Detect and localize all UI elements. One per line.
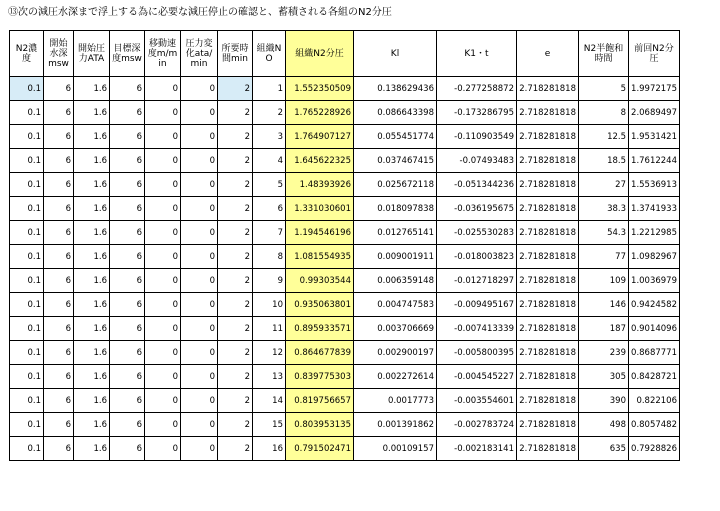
tissue-no-cell[interactable]: 2 xyxy=(253,101,286,125)
header-row xyxy=(10,31,680,77)
target-depth-cell[interactable]: 6 xyxy=(110,341,145,365)
k1t-cell[interactable]: -0.07493483 xyxy=(437,149,517,173)
target-depth-cell[interactable]: 6 xyxy=(110,173,145,197)
required-time-cell[interactable]: 2 xyxy=(218,149,253,173)
table-row xyxy=(10,125,680,149)
pressure-change-cell[interactable]: 0 xyxy=(181,293,218,317)
required-time-cell[interactable]: 2 xyxy=(218,173,253,197)
tissue-no-cell[interactable]: 3 xyxy=(253,125,286,149)
half-time-cell[interactable]: 38.3 xyxy=(579,197,629,221)
tissue-no-cell[interactable]: 7 xyxy=(253,221,286,245)
e-cell[interactable]: 2.718281818 xyxy=(517,173,579,197)
tissue-n2-pressure-cell[interactable]: 1.765228926 xyxy=(286,101,354,125)
table-row xyxy=(10,173,680,197)
prev-n2-pressure-cell[interactable]: 0.8057482 xyxy=(629,413,680,437)
k1t-cell[interactable]: -0.277258872 xyxy=(437,77,517,101)
tissue-n2-pressure-cell[interactable]: 0.791502471 xyxy=(286,437,354,461)
tissue-no-cell[interactable]: 4 xyxy=(253,149,286,173)
move-speed-cell[interactable]: 0 xyxy=(145,77,181,101)
sheet-title: ⑬次の減圧水深まで浮上する為に必要な減圧停止の確認と、蓄積される各組のN2分圧 xyxy=(8,7,392,18)
target-depth-cell[interactable]: 6 xyxy=(110,437,145,461)
half-time-cell[interactable]: 27 xyxy=(579,173,629,197)
start-pressure-cell[interactable]: 1.6 xyxy=(74,173,110,197)
col-header-target-depth[interactable]: 目標深度msw xyxy=(110,31,145,77)
half-time-cell[interactable]: 54.3 xyxy=(579,221,629,245)
start-depth-cell[interactable]: 6 xyxy=(44,149,74,173)
col-header-tissue-no[interactable]: 組織NO xyxy=(253,31,286,77)
start-depth-cell[interactable]: 6 xyxy=(44,245,74,269)
k1t-cell[interactable]: -0.012718297 xyxy=(437,269,517,293)
n2-concentration-cell[interactable]: 0.1 xyxy=(10,173,44,197)
e-cell[interactable]: 2.718281818 xyxy=(517,149,579,173)
prev-n2-pressure-cell[interactable]: 0.9424582 xyxy=(629,293,680,317)
half-time-cell[interactable]: 8 xyxy=(579,101,629,125)
n2-concentration-cell[interactable]: 0.1 xyxy=(10,125,44,149)
prev-n2-pressure-cell[interactable]: 1.3741933 xyxy=(629,197,680,221)
start-pressure-cell[interactable]: 1.6 xyxy=(74,437,110,461)
k1t-cell[interactable]: -0.051344236 xyxy=(437,173,517,197)
tissue-no-cell[interactable]: 14 xyxy=(253,389,286,413)
move-speed-cell[interactable]: 0 xyxy=(145,173,181,197)
table-row xyxy=(10,413,680,437)
start-pressure-cell[interactable]: 1.6 xyxy=(74,365,110,389)
half-time-cell[interactable]: 109 xyxy=(579,269,629,293)
tissue-no-cell[interactable]: 16 xyxy=(253,437,286,461)
k1t-cell[interactable]: -0.009495167 xyxy=(437,293,517,317)
half-time-cell[interactable]: 635 xyxy=(579,437,629,461)
kl-cell[interactable]: 0.002900197 xyxy=(354,341,437,365)
half-time-cell[interactable]: 12.5 xyxy=(579,125,629,149)
kl-cell[interactable]: 0.003706669 xyxy=(354,317,437,341)
tissue-no-cell[interactable]: 1 xyxy=(253,77,286,101)
half-time-cell[interactable]: 146 xyxy=(579,293,629,317)
move-speed-cell[interactable]: 0 xyxy=(145,413,181,437)
col-header-prev-n2-pressure[interactable]: 前回N2分圧 xyxy=(629,31,680,77)
required-time-cell[interactable]: 2 xyxy=(218,269,253,293)
pressure-change-cell[interactable]: 0 xyxy=(181,221,218,245)
n2-concentration-cell[interactable]: 0.1 xyxy=(10,221,44,245)
start-depth-cell[interactable]: 6 xyxy=(44,293,74,317)
move-speed-cell[interactable]: 0 xyxy=(145,293,181,317)
e-cell[interactable]: 2.718281818 xyxy=(517,245,579,269)
required-time-cell[interactable]: 2 xyxy=(218,293,253,317)
start-pressure-cell[interactable]: 1.6 xyxy=(74,317,110,341)
decompression-table xyxy=(9,30,680,461)
prev-n2-pressure-cell[interactable]: 0.9014096 xyxy=(629,317,680,341)
start-pressure-cell[interactable]: 1.6 xyxy=(74,125,110,149)
start-depth-cell[interactable]: 6 xyxy=(44,413,74,437)
target-depth-cell[interactable]: 6 xyxy=(110,389,145,413)
start-depth-cell[interactable]: 6 xyxy=(44,221,74,245)
tissue-n2-pressure-cell[interactable]: 0.839775303 xyxy=(286,365,354,389)
start-depth-cell[interactable]: 6 xyxy=(44,365,74,389)
k1t-cell[interactable]: -0.005800395 xyxy=(437,341,517,365)
prev-n2-pressure-cell[interactable]: 0.8687771 xyxy=(629,341,680,365)
half-time-cell[interactable]: 18.5 xyxy=(579,149,629,173)
half-time-cell[interactable]: 187 xyxy=(579,317,629,341)
n2-concentration-cell[interactable]: 0.1 xyxy=(10,149,44,173)
prev-n2-pressure-cell[interactable]: 0.822106 xyxy=(629,389,680,413)
target-depth-cell[interactable]: 6 xyxy=(110,365,145,389)
n2-concentration-cell[interactable]: 0.1 xyxy=(10,245,44,269)
e-cell[interactable]: 2.718281818 xyxy=(517,77,579,101)
start-pressure-cell[interactable]: 1.6 xyxy=(74,149,110,173)
kl-cell[interactable]: 0.006359148 xyxy=(354,269,437,293)
table-row xyxy=(10,269,680,293)
n2-concentration-cell[interactable]: 0.1 xyxy=(10,269,44,293)
tissue-n2-pressure-cell[interactable]: 0.803953135 xyxy=(286,413,354,437)
start-depth-cell[interactable]: 6 xyxy=(44,317,74,341)
start-depth-cell[interactable]: 6 xyxy=(44,77,74,101)
n2-concentration-cell[interactable]: 0.1 xyxy=(10,101,44,125)
pressure-change-cell[interactable]: 0 xyxy=(181,197,218,221)
tissue-n2-pressure-cell[interactable]: 1.331030601 xyxy=(286,197,354,221)
half-time-cell[interactable]: 498 xyxy=(579,413,629,437)
table-row xyxy=(10,365,680,389)
e-cell[interactable]: 2.718281818 xyxy=(517,101,579,125)
tissue-n2-pressure-cell[interactable]: 1.081554935 xyxy=(286,245,354,269)
prev-n2-pressure-cell[interactable]: 1.9972175 xyxy=(629,77,680,101)
target-depth-cell[interactable]: 6 xyxy=(110,317,145,341)
tissue-n2-pressure-cell[interactable]: 0.99303544 xyxy=(286,269,354,293)
tissue-n2-pressure-cell[interactable]: 1.48393926 xyxy=(286,173,354,197)
pressure-change-cell[interactable]: 0 xyxy=(181,149,218,173)
pressure-change-cell[interactable]: 0 xyxy=(181,341,218,365)
half-time-cell[interactable]: 305 xyxy=(579,365,629,389)
col-header-tissue-n2-pressure[interactable]: 組織N2分圧 xyxy=(286,31,354,77)
n2-concentration-cell[interactable]: 0.1 xyxy=(10,389,44,413)
start-pressure-cell[interactable]: 1.6 xyxy=(74,101,110,125)
start-depth-cell[interactable]: 6 xyxy=(44,101,74,125)
table-row xyxy=(10,341,680,365)
pressure-change-cell[interactable]: 0 xyxy=(181,173,218,197)
kl-cell[interactable]: 0.004747583 xyxy=(354,293,437,317)
table-row xyxy=(10,389,680,413)
pressure-change-cell[interactable]: 0 xyxy=(181,317,218,341)
target-depth-cell[interactable]: 6 xyxy=(110,245,145,269)
tissue-no-cell[interactable]: 5 xyxy=(253,173,286,197)
table-row xyxy=(10,149,680,173)
tissue-n2-pressure-cell[interactable]: 0.895933571 xyxy=(286,317,354,341)
n2-concentration-cell[interactable]: 0.1 xyxy=(10,365,44,389)
k1t-cell[interactable]: -0.110903549 xyxy=(437,125,517,149)
move-speed-cell[interactable]: 0 xyxy=(145,149,181,173)
pressure-change-cell[interactable]: 0 xyxy=(181,365,218,389)
col-header-e[interactable]: e xyxy=(517,31,579,77)
start-depth-cell[interactable]: 6 xyxy=(44,197,74,221)
k1t-cell[interactable]: -0.004545227 xyxy=(437,365,517,389)
pressure-change-cell[interactable]: 0 xyxy=(181,245,218,269)
n2-concentration-cell[interactable]: 0.1 xyxy=(10,413,44,437)
prev-n2-pressure-cell[interactable]: 1.0036979 xyxy=(629,269,680,293)
tissue-no-cell[interactable]: 9 xyxy=(253,269,286,293)
move-speed-cell[interactable]: 0 xyxy=(145,101,181,125)
target-depth-cell[interactable]: 6 xyxy=(110,413,145,437)
pressure-change-cell[interactable]: 0 xyxy=(181,125,218,149)
half-time-cell[interactable]: 77 xyxy=(579,245,629,269)
col-header-required-time[interactable]: 所要時間min xyxy=(218,31,253,77)
move-speed-cell[interactable]: 0 xyxy=(145,341,181,365)
half-time-cell[interactable]: 239 xyxy=(579,341,629,365)
e-cell[interactable]: 2.718281818 xyxy=(517,341,579,365)
start-depth-cell[interactable]: 6 xyxy=(44,341,74,365)
start-depth-cell[interactable]: 6 xyxy=(44,173,74,197)
table-row xyxy=(10,197,680,221)
tissue-no-cell[interactable]: 12 xyxy=(253,341,286,365)
start-pressure-cell[interactable]: 1.6 xyxy=(74,341,110,365)
start-pressure-cell[interactable]: 1.6 xyxy=(74,197,110,221)
table-row xyxy=(10,221,680,245)
table-row xyxy=(10,293,680,317)
e-cell[interactable]: 2.718281818 xyxy=(517,413,579,437)
target-depth-cell[interactable]: 6 xyxy=(110,149,145,173)
move-speed-cell[interactable]: 0 xyxy=(145,269,181,293)
kl-cell[interactable]: 0.012765141 xyxy=(354,221,437,245)
k1t-cell[interactable]: -0.003554601 xyxy=(437,389,517,413)
pressure-change-cell[interactable]: 0 xyxy=(181,413,218,437)
col-header-half-time[interactable]: N2半飽和時間 xyxy=(579,31,629,77)
tissue-n2-pressure-cell[interactable]: 1.645622325 xyxy=(286,149,354,173)
kl-cell[interactable]: 0.086643398 xyxy=(354,101,437,125)
pressure-change-cell[interactable]: 0 xyxy=(181,101,218,125)
required-time-cell[interactable]: 2 xyxy=(218,221,253,245)
move-speed-cell[interactable]: 0 xyxy=(145,317,181,341)
pressure-change-cell[interactable]: 0 xyxy=(181,77,218,101)
e-cell[interactable]: 2.718281818 xyxy=(517,365,579,389)
col-header-start-depth[interactable]: 開始水深msw xyxy=(44,31,74,77)
pressure-change-cell[interactable]: 0 xyxy=(181,437,218,461)
tissue-n2-pressure-cell[interactable]: 0.935063801 xyxy=(286,293,354,317)
prev-n2-pressure-cell[interactable]: 1.2212985 xyxy=(629,221,680,245)
prev-n2-pressure-cell[interactable]: 1.7612244 xyxy=(629,149,680,173)
start-depth-cell[interactable]: 6 xyxy=(44,389,74,413)
move-speed-cell[interactable]: 0 xyxy=(145,389,181,413)
kl-cell[interactable]: 0.055451774 xyxy=(354,125,437,149)
kl-cell[interactable]: 0.009001911 xyxy=(354,245,437,269)
e-cell[interactable]: 2.718281818 xyxy=(517,437,579,461)
required-time-cell[interactable]: 2 xyxy=(218,437,253,461)
k1t-cell[interactable]: -0.018003823 xyxy=(437,245,517,269)
start-pressure-cell[interactable]: 1.6 xyxy=(74,293,110,317)
prev-n2-pressure-cell[interactable]: 0.7928826 xyxy=(629,437,680,461)
kl-cell[interactable]: 0.001391862 xyxy=(354,413,437,437)
prev-n2-pressure-cell[interactable]: 1.5536913 xyxy=(629,173,680,197)
e-cell[interactable]: 2.718281818 xyxy=(517,125,579,149)
k1t-cell[interactable]: -0.002783724 xyxy=(437,413,517,437)
pressure-change-cell[interactable]: 0 xyxy=(181,269,218,293)
move-speed-cell[interactable]: 0 xyxy=(145,245,181,269)
start-pressure-cell[interactable]: 1.6 xyxy=(74,413,110,437)
tissue-n2-pressure-cell[interactable]: 1.552350509 xyxy=(286,77,354,101)
start-pressure-cell[interactable]: 1.6 xyxy=(74,77,110,101)
n2-concentration-cell[interactable]: 0.1 xyxy=(10,317,44,341)
prev-n2-pressure-cell[interactable]: 1.9531421 xyxy=(629,125,680,149)
n2-concentration-cell[interactable]: 0.1 xyxy=(10,341,44,365)
tissue-n2-pressure-cell[interactable]: 1.194546196 xyxy=(286,221,354,245)
e-cell[interactable]: 2.718281818 xyxy=(517,293,579,317)
kl-cell[interactable]: 0.037467415 xyxy=(354,149,437,173)
target-depth-cell[interactable]: 6 xyxy=(110,293,145,317)
kl-cell[interactable]: 0.138629436 xyxy=(354,77,437,101)
table-row xyxy=(10,101,680,125)
required-time-cell[interactable]: 2 xyxy=(218,197,253,221)
prev-n2-pressure-cell[interactable]: 2.0689497 xyxy=(629,101,680,125)
required-time-cell[interactable]: 2 xyxy=(218,125,253,149)
tissue-n2-pressure-cell[interactable]: 0.864677839 xyxy=(286,341,354,365)
required-time-cell[interactable]: 2 xyxy=(218,413,253,437)
table-row xyxy=(10,437,680,461)
required-time-cell[interactable]: 2 xyxy=(218,317,253,341)
k1t-cell[interactable]: -0.173286795 xyxy=(437,101,517,125)
tissue-no-cell[interactable]: 10 xyxy=(253,293,286,317)
start-pressure-cell[interactable]: 1.6 xyxy=(74,389,110,413)
table-row xyxy=(10,317,680,341)
col-header-n2-concentration[interactable]: N2濃度 xyxy=(10,31,44,77)
target-depth-cell[interactable]: 6 xyxy=(110,77,145,101)
k1t-cell[interactable]: -0.036195675 xyxy=(437,197,517,221)
col-header-pressure-change[interactable]: 圧力変化ata/min xyxy=(181,31,218,77)
e-cell[interactable]: 2.718281818 xyxy=(517,221,579,245)
target-depth-cell[interactable]: 6 xyxy=(110,269,145,293)
kl-cell[interactable]: 0.018097838 xyxy=(354,197,437,221)
start-depth-cell[interactable]: 6 xyxy=(44,125,74,149)
n2-concentration-cell[interactable]: 0.1 xyxy=(10,293,44,317)
e-cell[interactable]: 2.718281818 xyxy=(517,389,579,413)
start-depth-cell[interactable]: 6 xyxy=(44,437,74,461)
e-cell[interactable]: 2.718281818 xyxy=(517,317,579,341)
tissue-n2-pressure-cell[interactable]: 0.819756657 xyxy=(286,389,354,413)
table-row xyxy=(10,245,680,269)
target-depth-cell[interactable]: 6 xyxy=(110,125,145,149)
start-pressure-cell[interactable]: 1.6 xyxy=(74,245,110,269)
k1t-cell[interactable]: -0.002183141 xyxy=(437,437,517,461)
start-pressure-cell[interactable]: 1.6 xyxy=(74,269,110,293)
start-pressure-cell[interactable]: 1.6 xyxy=(74,221,110,245)
required-time-cell[interactable]: 2 xyxy=(218,341,253,365)
e-cell[interactable]: 2.718281818 xyxy=(517,269,579,293)
pressure-change-cell[interactable]: 0 xyxy=(181,389,218,413)
move-speed-cell[interactable]: 0 xyxy=(145,221,181,245)
start-depth-cell[interactable]: 6 xyxy=(44,269,74,293)
n2-concentration-cell[interactable]: 0.1 xyxy=(10,77,44,101)
required-time-cell[interactable]: 2 xyxy=(218,389,253,413)
move-speed-cell[interactable]: 0 xyxy=(145,437,181,461)
tissue-n2-pressure-cell[interactable]: 1.764907127 xyxy=(286,125,354,149)
move-speed-cell[interactable]: 0 xyxy=(145,365,181,389)
k1t-cell[interactable]: -0.025530283 xyxy=(437,221,517,245)
prev-n2-pressure-cell[interactable]: 1.0982967 xyxy=(629,245,680,269)
col-header-kl[interactable]: Kl xyxy=(354,31,437,77)
n2-concentration-cell[interactable]: 0.1 xyxy=(10,197,44,221)
move-speed-cell[interactable]: 0 xyxy=(145,125,181,149)
move-speed-cell[interactable]: 0 xyxy=(145,197,181,221)
half-time-cell[interactable]: 390 xyxy=(579,389,629,413)
tissue-no-cell[interactable]: 8 xyxy=(253,245,286,269)
table-row xyxy=(10,77,680,101)
kl-cell[interactable]: 0.025672118 xyxy=(354,173,437,197)
n2-concentration-cell[interactable]: 0.1 xyxy=(10,437,44,461)
e-cell[interactable]: 2.718281818 xyxy=(517,197,579,221)
col-header-move-speed[interactable]: 移動速度m/min xyxy=(145,31,181,77)
target-depth-cell[interactable]: 6 xyxy=(110,221,145,245)
kl-cell[interactable]: 0.002272614 xyxy=(354,365,437,389)
tissue-no-cell[interactable]: 6 xyxy=(253,197,286,221)
kl-cell[interactable]: 0.0017773 xyxy=(354,389,437,413)
kl-cell[interactable]: 0.00109157 xyxy=(354,437,437,461)
target-depth-cell[interactable]: 6 xyxy=(110,197,145,221)
col-header-start-pressure[interactable]: 開始圧力ATA xyxy=(74,31,110,77)
prev-n2-pressure-cell[interactable]: 0.8428721 xyxy=(629,365,680,389)
tissue-no-cell[interactable]: 13 xyxy=(253,365,286,389)
k1t-cell[interactable]: -0.007413339 xyxy=(437,317,517,341)
required-time-cell[interactable]: 2 xyxy=(218,245,253,269)
col-header-k1t[interactable]: K1・t xyxy=(437,31,517,77)
required-time-cell[interactable]: 2 xyxy=(218,101,253,125)
target-depth-cell[interactable]: 6 xyxy=(110,101,145,125)
tissue-no-cell[interactable]: 15 xyxy=(253,413,286,437)
required-time-cell[interactable]: 2 xyxy=(218,77,253,101)
required-time-cell[interactable]: 2 xyxy=(218,365,253,389)
tissue-no-cell[interactable]: 11 xyxy=(253,317,286,341)
half-time-cell[interactable]: 5 xyxy=(579,77,629,101)
